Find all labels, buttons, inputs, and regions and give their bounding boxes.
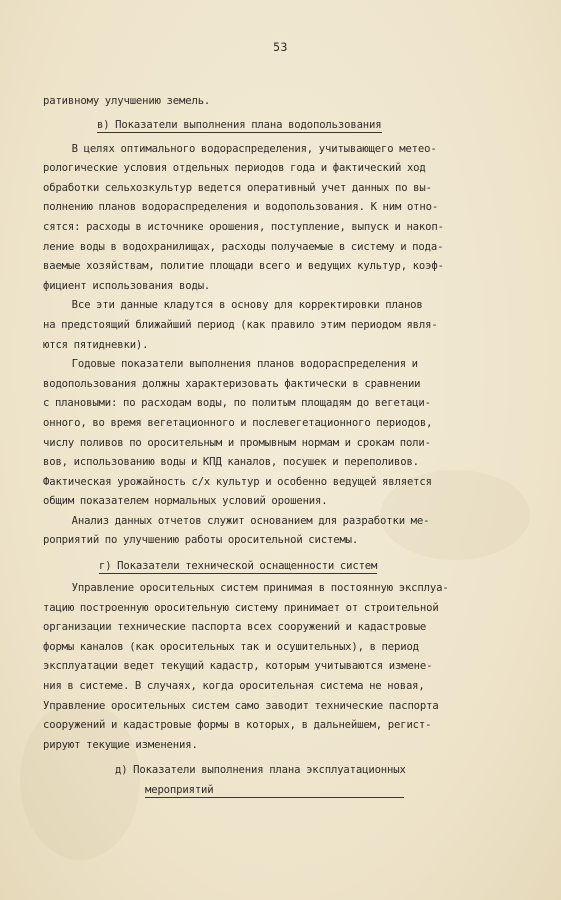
text-line: водопользования должны характеризовать фактически в сравнении <box>43 377 421 390</box>
text-line: ваемые хозяйствам, политие площади всего и ведущих культур, коэф- <box>43 260 444 273</box>
text-line: В целях оптимального водораспределения, учитывающего метео- <box>43 142 437 155</box>
text-line: ративному улучшению земель. <box>43 95 211 107</box>
text-line: с плановыми: по расходам воды, по политым площадям до вегетаци- <box>43 397 431 410</box>
text-line: Управление оросительных систем само заводит технические паспорта <box>43 699 439 712</box>
text-line: рируют текущие изменения. <box>43 738 198 751</box>
section-heading-d: д) Показатели выполнения плана эксплуатационных <box>115 764 406 777</box>
text-line: Управление оросительных систем принимая в постоянную эксплуа- <box>43 582 449 595</box>
section-heading-g: г) Показатели технической оснащенности систем <box>99 560 378 573</box>
text-line: роприятий по улучшению работы оросительной системы. <box>43 534 359 547</box>
page-number: 53 <box>273 40 288 54</box>
text-line: сооружений и кадастровые формы в которых, в дальнейшем, регист- <box>43 719 432 732</box>
text-line: Анализ данных отчетов служит основанием для разработки ме- <box>43 514 430 527</box>
text-line: ление воды в водохранилищах, расходы получаемые в систему и пода- <box>43 240 444 253</box>
text-line: числу поливов по оросительным и промывным нормам и срокам поли- <box>43 436 431 449</box>
section-heading-v: в) Показатели выполнения плана водопользования <box>97 118 382 131</box>
section-heading-d-continued: мероприятий <box>43 781 531 801</box>
text-line: тацию построенную оросительную систему принимает от строительной <box>43 601 439 614</box>
text-line: эксплуатации ведет текущий кадастр, которым учитываются измене- <box>43 660 433 673</box>
text-line: фициент использования воды. <box>43 279 211 292</box>
text-line: полнению планов водораспределения и водопользования. К ним отно- <box>43 201 439 214</box>
text-line: сятся: расходы в источнике орошения, поступление, выпуск и накоп- <box>43 220 444 233</box>
text-line: формы каналов (как оросительных так и осушительных), в период <box>43 640 419 653</box>
text-line: Все эти данные кладутся в основу для корректировки планов <box>43 299 423 312</box>
text-line: общим показателем нормальных условий орошения. <box>43 495 328 508</box>
text-line: организации технические паспорта всех сооружений и кадастровые <box>43 621 427 634</box>
text-line: обработки сельхозкультур ведется оперативный учет данных по вы- <box>43 181 432 194</box>
text-line: Фактическая урожайность с/х культур и особенно ведущей является <box>43 475 432 488</box>
body-text <box>43 92 531 801</box>
text-line: ются пятидневки). <box>43 338 149 351</box>
text-line: вов, использованию воды и КПД каналов, посушек и переполивов. <box>43 456 419 469</box>
text-line: онного, во время вегетационного и послевегетационного периодов, <box>43 416 433 429</box>
text-line: рологические условия отдельных периодов года и фактический ход <box>43 162 426 175</box>
text-line: Годовые показатели выполнения планов водораспределения и <box>43 358 418 371</box>
text-line: ния в системе. В случаях, когда оросительная система не новая, <box>43 680 425 693</box>
text-line: на предстоящий ближайший период (как правило этим периодом явля- <box>43 318 438 331</box>
